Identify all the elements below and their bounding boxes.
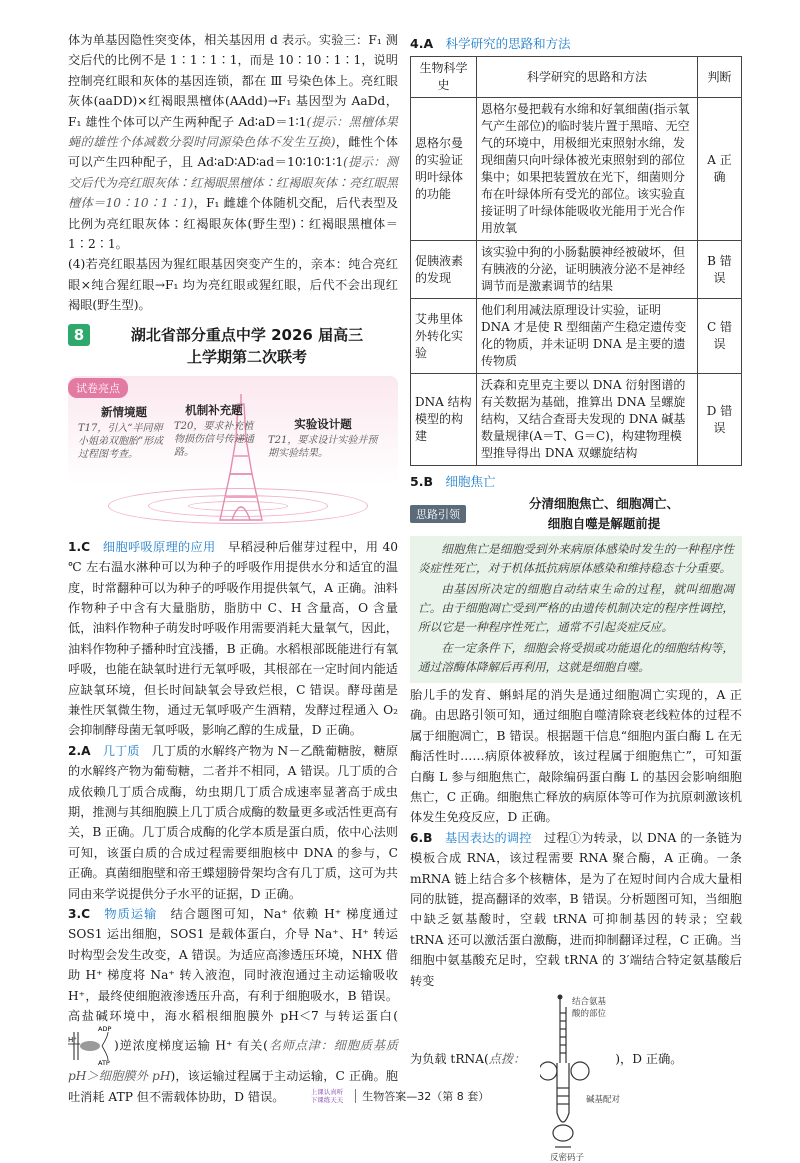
answer-q3: 3.C 物质运输 结合题图可知，Na⁺ 依赖 H⁺ 梯度通过 SOS1 运出细胞，SOS1 是载体蛋白，介导 Na⁺、H⁺ 转运时构型会发生改变，A 错误。为适应高渗透压环境，NHX 借助 H⁺ 梯度将 Na⁺ 转入液泡，同时液泡通过主动运输吸收 H⁺，最终使细胞液渗透压升高，有利于细胞吸水，B 错误。高盐碱环境中，海水稻根细胞膜外 pH＜7 与转运蛋白( H⁺ ADP ATP )逆浓度梯度运输 H⁺ 有关(名师点津：细胞质基质 pH＞细胞膜外 pH)，该运输过程属于主动运输，C 正确。胞吐消耗 ATP 但不需载体协助，D 错误。 bbox=[68, 907, 399, 1104]
trna-label-anticodon: 反密码子 bbox=[550, 1153, 585, 1163]
highlight-experiment: 实验设计题 T21，要求设计实验并预期实验结果。 bbox=[268, 416, 378, 459]
table-row bbox=[411, 241, 742, 299]
answer-q5-text: 胎儿手的发育、蝌蚪尾的消失是通过细胞凋亡实现的，A 正确。由思路引领可知，通过细胞自噬清除衰老线粒体的过程不属于细胞凋亡，B 错误。根据题干信息“细胞内蛋白酶 L 在无酶活性时……病原体被释放，该过程属于细胞焦亡”，可知蛋白酶 L 参与细胞焦亡，敲除编码蛋白酶 L 的基因会影响细胞焦亡，C 正确。细胞焦亡释放的病原体等可作为抗原刺激该机体发生免疫反应，D 正确。 bbox=[410, 688, 742, 825]
table-cell: DNA 结构模型的构建 bbox=[411, 374, 477, 466]
table-cell: A 正确 bbox=[698, 98, 742, 241]
section-number-badge: 8 bbox=[68, 324, 90, 346]
h-ion-label: H⁺ bbox=[68, 1036, 77, 1045]
section-heading bbox=[68, 324, 398, 368]
table-header: 判断 bbox=[698, 57, 742, 98]
proton-pump-diagram bbox=[68, 1026, 114, 1066]
section-title: 湖北省部分重点中学 2026 届高三 上学期第二次联考 bbox=[130, 325, 364, 366]
table-cell: 恩格尔曼的实验证明叶绿体的功能 bbox=[411, 98, 477, 241]
trna-label-site: 结合氨基 酸的部位 bbox=[572, 997, 607, 1020]
table-header: 科学研究的思路和方法 bbox=[477, 57, 698, 98]
table-cell: 艾弗里体外转化实验 bbox=[411, 299, 477, 374]
table-cell: 该实验中狗的小肠黏膜神经被破坏，但有胰液的分泌，证明胰液分泌不是神经调节而是激素调节的结果 bbox=[477, 241, 698, 299]
left-column bbox=[68, 30, 398, 1107]
table-cell: 沃森和克里克主要以 DNA 衍射图谱的有关数据为基础，推算出 DNA 呈螺旋结构，又结合查哥夫发现的 DNA 碱基数量规律(A＝T、G＝C)，构建物理模型推导得出 DNA 双螺旋结构 bbox=[477, 374, 698, 466]
science-history-table bbox=[410, 56, 742, 466]
highlight-mechanism: 机制补充题 T20，要求补充植物损伤信号传递通路。 bbox=[174, 402, 254, 458]
highlights-tag: 试卷亮点 bbox=[68, 378, 128, 398]
page-footer bbox=[0, 1088, 800, 1104]
answer-q6: 6.B 基因表达的调控 过程①为转录，以 DNA 的一条链为模板合成 RNA，该过程需要 RNA 聚合酶，A 正确。一条 mRNA 链上结合多个核糖体，是为了在短时间内合成大量相同的肽链，提高翻译的效率，B 错误。分析题图可知，当细胞中缺乏氨基酸时，空载 tRNA 可抑制基因的转录；空载 tRNA 还可以激活蛋白激酶，进而抑制翻译过程，C 正确。当细胞中氨基酸充足时，空载 tRNA 的 3′端结合特定氨基酸后转变 bbox=[410, 830, 742, 988]
table-header: 生物科学史 bbox=[411, 57, 477, 98]
thinking-guide bbox=[410, 494, 742, 683]
table-row bbox=[411, 299, 742, 374]
hint-note: (提示：黑檀体果蝇的雄性个体减数分裂时同源染色体不发生互换) bbox=[68, 114, 398, 150]
answer-q1: 1.C 细胞呼吸原理的应用 早稻浸种后催芽过程中，用 40 ℃ 左右温水淋种可以为种子的呼吸作用提供水分和适宜的温度，时常翻种可以为种子的呼吸作用提供氧气，A 正确。油料作物种子中含有大量脂肪，脂肪中 C、H 含量高，O 含量低，油料作物种子萌发时呼吸作用需要消耗大量氧气，因此，油料作物种子播种时宜浅播，B 正确。水稻根部既能进行有氧呼吸，也能在缺氧时进行无氧呼吸，其根部在一定时间内能适应缺氧环境，但长时间缺氧会导致烂根，C 错误。酵母菌是兼性厌氧微生物，通过无氧呼吸产生酒精，发酵过程通入 O₂ 会抑制酵母菌无氧呼吸，影响乙醇的生成量，D 正确。 bbox=[68, 539, 399, 738]
adp-label: ADP bbox=[98, 1026, 112, 1034]
divider bbox=[355, 1089, 356, 1103]
right-column bbox=[410, 30, 742, 1163]
thinking-title: 分清细胞焦亡、细胞凋亡、 细胞自噬是解题前提 bbox=[528, 496, 679, 531]
atp-label: ATP bbox=[98, 1059, 110, 1067]
page-number: 生物答案—32（第 8 套） bbox=[362, 1090, 490, 1103]
paper-highlights bbox=[68, 376, 398, 531]
hint-note: (提示：测交后代为亮红眼灰体∶红褐眼黑檀体∶红褐眼灰体∶亮红眼黑檀体＝10∶10∶1∶1) bbox=[68, 155, 398, 211]
trna-figure-row bbox=[410, 993, 742, 1163]
answer-q5-head: 5.B 细胞焦亡 bbox=[410, 474, 496, 489]
paragraph-genetics: 体为单基因隐性突变体，相关基因用 d 表示。实验三：F₁ 测交后代的比例不是 1∶1∶1∶1，而是 10∶10∶1∶1，说明控制亮红眼和灰体的基因连锁，都在 Ⅲ 号染色体上。亮红眼灰体(aaDD)×红褐眼黑檀体(AAdd)→F₁ 基因型为 AaDd，F₁ 雄性个体可以产生两种配子 Ad∶aD＝1∶1(提示：黑檀体果蝇的雄性个体减数分裂时同源染色体不发生互换)，雌性个体可以产生四种配子，且 Ad∶aD∶AD∶ad＝10∶10∶1∶1(提示：测交后代为亮红眼灰体∶红褐眼黑檀体∶红褐眼灰体∶亮红眼黑檀体＝10∶10∶1∶1)，F₁ 雌雄个体随机交配，后代表型及比例为亮红眼灰体∶红褐眼灰体(野生型)∶红褐眼黑檀体＝1∶2∶1。 bbox=[68, 33, 399, 252]
answer-q6-tail: 为负载 tRNA(点拨： )，D 正确。 bbox=[410, 1052, 683, 1067]
paragraph-q4-part4: (4)若亮红眼基因为猩红眼基因突变产生的，亲本：纯合亮红眼×纯合猩红眼→F₁ 均为亮红眼或猩红眼，后代不会出现红褐眼(野生型)。 bbox=[68, 257, 398, 313]
table-row bbox=[411, 98, 742, 241]
answer-q4-head: 4.A 科学研究的思路和方法 bbox=[410, 36, 571, 51]
highlight-new-context: 新情境题 T17，引入“半同卵小姐弟双胞胎”形成过程图考查。 bbox=[78, 404, 164, 460]
table-cell: C 错误 bbox=[698, 299, 742, 374]
brand-logo: 上课认真听 下课练天天 bbox=[310, 1088, 344, 1104]
trna-label-pairing: 碱基配对 bbox=[586, 1095, 621, 1106]
table-cell: 恩格尔曼把载有水绵和好氧细菌(指示氧气产生部位)的临时装片置于黑暗、无空气的环境中，用极细光束照射水绵，发现细菌只向叶绿体被光束照射到的部位集中；如果把装置放在光下，细菌则分布在叶绿体所有受光的部位。该实验直接证明了叶绿体能吸收光能用于光合作用放氧 bbox=[477, 98, 698, 241]
answer-q2: 2.A 几丁质 几丁质的水解终产物为 N－乙酰葡糖胺，糖原的水解终产物为葡萄糖，二者并不相同，A 错误。几丁质的合成依赖几丁质合成酶，幼虫期几丁质合成速率显著高于成虫期，推测与其细胞膜上几丁质合成酶的数量更多或活性更高有关，B 正确。几丁质合成酶的化学本质是蛋白质，依中心法则可知，该蛋白质的合成过程需要细胞核中 DNA 的参与，C 正确。真菌细胞壁和帝王蝶翅膀骨架均含有几丁质，这可为共同由来学说提供分子水平的证据，D 正确。 bbox=[68, 743, 399, 901]
table-header-row bbox=[411, 57, 742, 98]
table-row bbox=[411, 374, 742, 466]
table-cell: D 错误 bbox=[698, 374, 742, 466]
thinking-tag: 思路引领 bbox=[410, 505, 466, 523]
table-cell: 促胰液素的发现 bbox=[411, 241, 477, 299]
table-cell: 他们利用减法原理设计实验，证明 DNA 才是使 R 型细菌产生稳定遗传变化的物质，并未证明 DNA 是主要的遗传物质 bbox=[477, 299, 698, 374]
table-cell: B 错误 bbox=[698, 241, 742, 299]
thinking-body: 细胞焦亡是细胞受到外来病原体感染时发生的一种程序性炎症性死亡，对于机体抵抗病原体感染和维持稳态十分重要。 由基因所决定的细胞自动结束生命的过程，就叫细胞凋亡。由于细胞凋亡受到严格的由遗传机制决定的程序性调控，所以它是一种程序性死亡，通常不引起炎症反应。 在一定条件下，细胞会将受损或功能退化的细胞结构等，通过溶酶体降解后再利用，这就是细胞自噬。 bbox=[410, 536, 742, 683]
